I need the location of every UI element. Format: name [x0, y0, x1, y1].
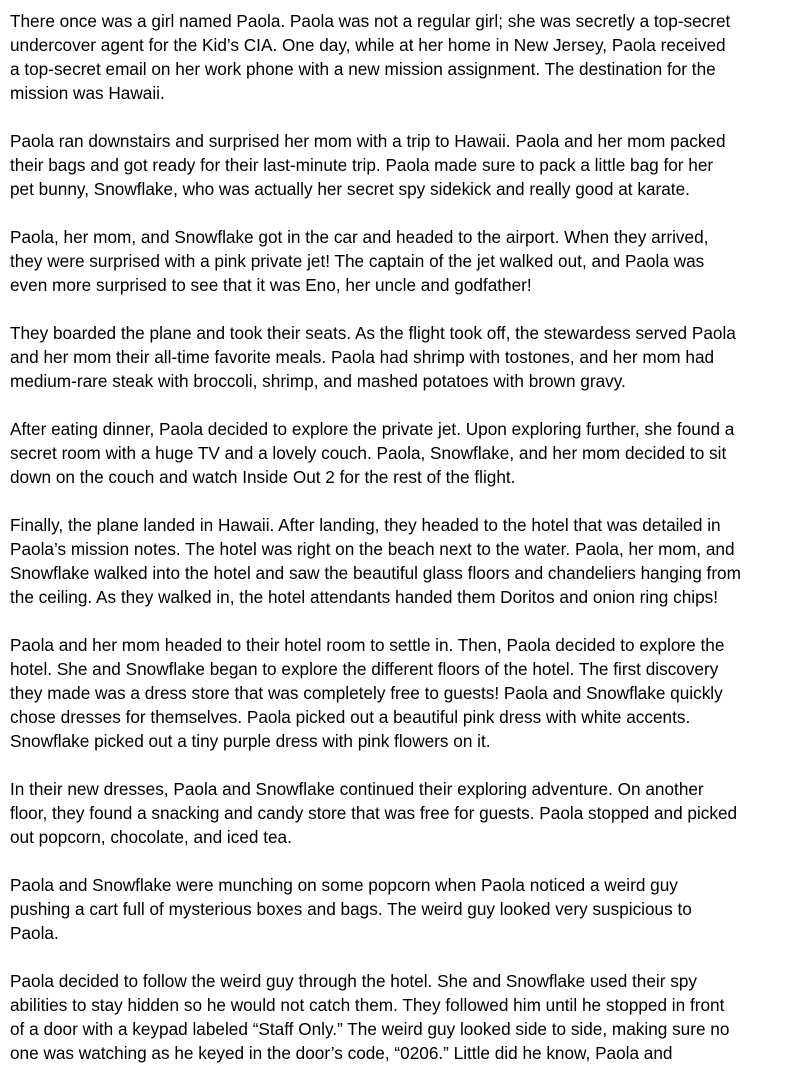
paragraph-4: [10, 321, 795, 393]
text-line: pushing a cart full of mysterious boxes and bags. The weird guy looked very suspicious to: [10, 899, 692, 919]
text-line: Paola and Snowflake were munching on some popcorn when Paola noticed a weird guy: [10, 875, 678, 895]
text-line: Finally, the plane landed in Hawaii. After landing, they headed to the hotel that was detailed in: [10, 515, 721, 535]
paragraph-6: [10, 513, 795, 609]
text-line: pet bunny, Snowflake, who was actually her secret spy sidekick and really good at karate.: [10, 179, 690, 199]
text-line: Snowflake picked out a tiny purple dress with pink flowers on it.: [10, 731, 491, 751]
text-line: even more surprised to see that it was Eno, her uncle and godfather!: [10, 275, 532, 295]
text-line: hotel. She and Snowflake began to explore the different floors of the hotel. The first discovery: [10, 659, 719, 679]
text-line: and her mom their all-time favorite meals. Paola had shrimp with tostones, and her mom had: [10, 347, 715, 367]
text-line: Paola.: [10, 923, 59, 943]
text-line: undercover agent for the Kid’s CIA. One day, while at her home in New Jersey, Paola received: [10, 35, 726, 55]
text-line: mission was Hawaii.: [10, 83, 165, 103]
paragraph-8: [10, 777, 795, 849]
text-line: In their new dresses, Paola and Snowflake continued their exploring adventure. On another: [10, 779, 704, 799]
text-line: Snowflake walked into the hotel and saw the beautiful glass floors and chandeliers hanging from: [10, 563, 741, 583]
paragraph-3: [10, 225, 795, 297]
text-line: of a door with a keypad labeled “Staff Only.” The weird guy looked side to side, making sure no: [10, 1019, 730, 1039]
text-line: the ceiling. As they walked in, the hotel attendants handed them Doritos and onion ring chips!: [10, 587, 719, 607]
text-line: Paola and her mom headed to their hotel room to settle in. Then, Paola decided to explore the: [10, 635, 725, 655]
paragraph-9: [10, 873, 795, 945]
text-line: out popcorn, chocolate, and iced tea.: [10, 827, 292, 847]
text-line: They boarded the plane and took their seats. As the flight took off, the stewardess served Paola: [10, 323, 736, 343]
text-line: their bags and got ready for their last-minute trip. Paola made sure to pack a little bag for her: [10, 155, 714, 175]
text-line: down on the couch and watch Inside Out 2 for the rest of the flight.: [10, 467, 516, 487]
document-body: [10, 9, 795, 1089]
paragraph-1: [10, 9, 795, 105]
text-line: Paola ran downstairs and surprised her mom with a trip to Hawaii. Paola and her mom packed: [10, 131, 726, 151]
text-line: abilities to stay hidden so he would not catch them. They followed him until he stopped in front: [10, 995, 725, 1015]
text-line: one was watching as he keyed in the door’s code, “0206.” Little did he know, Paola and: [10, 1043, 673, 1063]
text-line: medium-rare steak with broccoli, shrimp, and mashed potatoes with brown gravy.: [10, 371, 626, 391]
text-line: floor, they found a snacking and candy store that was free for guests. Paola stopped and picked: [10, 803, 738, 823]
text-line: chose dresses for themselves. Paola picked out a beautiful pink dress with white accents.: [10, 707, 691, 727]
paragraph-2: [10, 129, 795, 201]
paragraph-5: [10, 417, 795, 489]
text-line: they made was a dress store that was completely free to guests! Paola and Snowflake quickly: [10, 683, 723, 703]
text-line: Paola’s mission notes. The hotel was right on the beach next to the water. Paola, her mom, and: [10, 539, 735, 559]
text-line: a top-secret email on her work phone with a new mission assignment. The destination for the: [10, 59, 716, 79]
text-line: Paola, her mom, and Snowflake got in the car and headed to the airport. When they arrived,: [10, 227, 709, 247]
paragraph-10: [10, 969, 795, 1065]
text-line: There once was a girl named Paola. Paola was not a regular girl; she was secretly a top-secret: [10, 11, 731, 31]
text-line: secret room with a huge TV and a lovely couch. Paola, Snowflake, and her mom decided to sit: [10, 443, 727, 463]
paragraph-7: [10, 633, 795, 753]
text-line: Paola decided to follow the weird guy through the hotel. She and Snowflake used their spy: [10, 971, 697, 991]
text-line: they were surprised with a pink private jet! The captain of the jet walked out, and Paola was: [10, 251, 705, 271]
text-line: After eating dinner, Paola decided to explore the private jet. Upon exploring further, she found a: [10, 419, 735, 439]
